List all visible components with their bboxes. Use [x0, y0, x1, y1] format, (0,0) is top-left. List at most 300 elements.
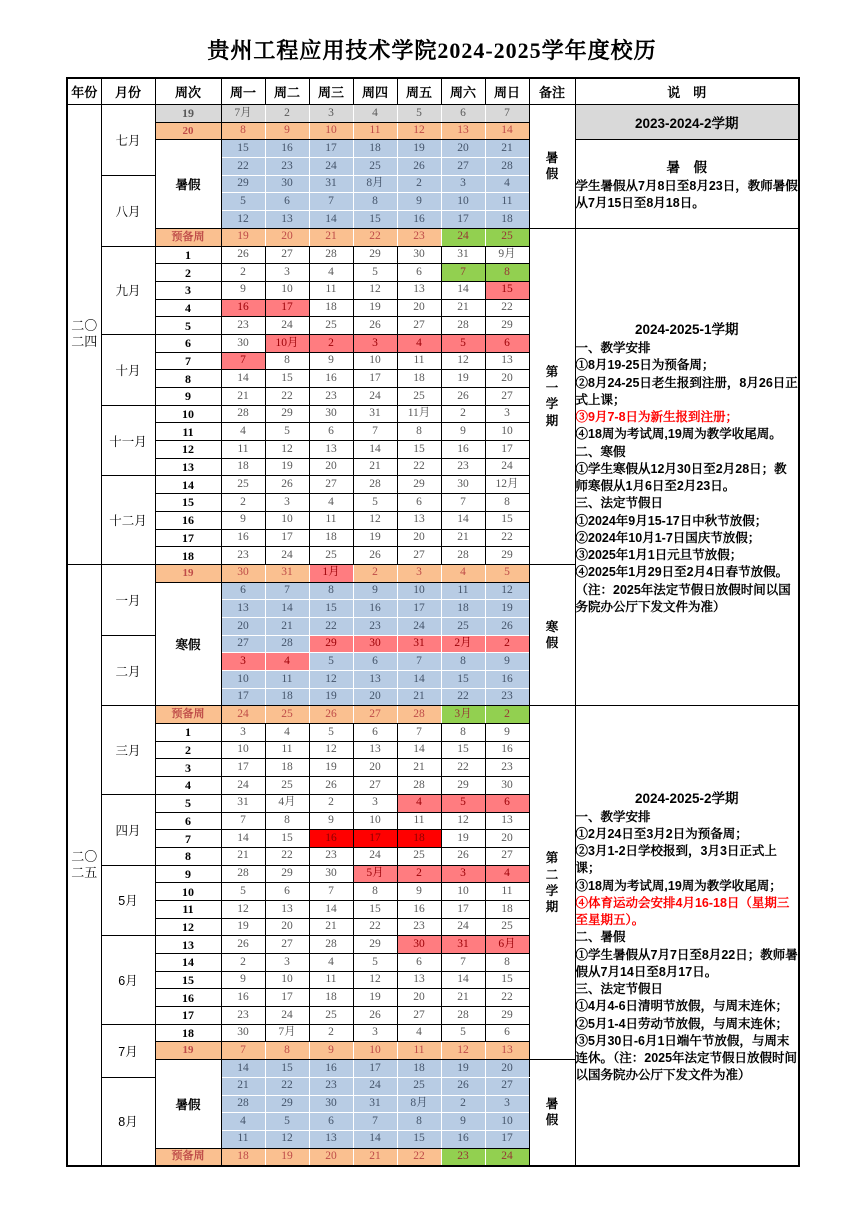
- day-cell: 31: [397, 635, 441, 653]
- day-cell: 13: [485, 352, 529, 370]
- day-cell: 8: [353, 193, 397, 211]
- day-cell: 10: [265, 971, 309, 989]
- day-cell: 2: [265, 105, 309, 123]
- day-cell: 3: [353, 794, 397, 812]
- day-cell: 14: [353, 441, 397, 459]
- note-cell: 寒 假: [529, 564, 575, 706]
- day-cell: 27: [353, 706, 397, 724]
- day-cell: 13: [397, 971, 441, 989]
- day-cell: 17: [397, 600, 441, 618]
- header-tuesday: 周二: [265, 78, 309, 105]
- day-cell: 7: [353, 1113, 397, 1131]
- week-cell: 预备周: [155, 706, 221, 724]
- week-cell: 13: [155, 458, 221, 476]
- day-cell: 25: [309, 547, 353, 565]
- day-cell: 15: [353, 900, 397, 918]
- day-cell: 7: [441, 494, 485, 512]
- note-cell: 暑 假: [529, 1060, 575, 1166]
- day-cell: 27: [397, 547, 441, 565]
- day-cell: 25: [397, 847, 441, 865]
- day-cell: 13: [485, 812, 529, 830]
- day-cell: 23: [265, 158, 309, 176]
- day-cell: 6月: [485, 936, 529, 954]
- week-cell: 5: [155, 794, 221, 812]
- day-cell: 4: [309, 494, 353, 512]
- day-cell: 9月: [485, 246, 529, 264]
- month-cell: 5月: [101, 865, 155, 936]
- day-cell: 31: [441, 246, 485, 264]
- week-cell: 3: [155, 281, 221, 299]
- week-cell: 15: [155, 494, 221, 512]
- day-cell: 21: [397, 688, 441, 706]
- day-cell: 7: [309, 883, 353, 901]
- day-cell: 22: [397, 1148, 441, 1166]
- day-cell: 27: [353, 777, 397, 795]
- note-cell: 第 二 学 期: [529, 706, 575, 1060]
- day-cell: 2: [309, 1024, 353, 1042]
- day-cell: 18: [265, 759, 309, 777]
- day-cell: 9: [441, 423, 485, 441]
- month-cell: 九月: [101, 246, 155, 334]
- day-cell: 24: [485, 1148, 529, 1166]
- day-cell: 29: [353, 936, 397, 954]
- day-cell: 18: [309, 529, 353, 547]
- day-cell: 12: [485, 582, 529, 600]
- day-cell: 13: [397, 281, 441, 299]
- day-cell: 9: [353, 582, 397, 600]
- day-cell: 25: [485, 918, 529, 936]
- day-cell: 14: [221, 1060, 265, 1078]
- day-cell: 27: [309, 476, 353, 494]
- day-cell: 20: [485, 1060, 529, 1078]
- info-line: ③18周为考试周,19周为教学收尾周；: [575, 878, 782, 893]
- day-cell: 3: [441, 175, 485, 193]
- day-cell: 24: [441, 228, 485, 246]
- day-cell: 26: [441, 847, 485, 865]
- calendar-row: [67, 228, 799, 246]
- day-cell: 20: [397, 529, 441, 547]
- day-cell: 6: [353, 653, 397, 671]
- day-cell: 26: [485, 617, 529, 635]
- day-cell: 22: [441, 759, 485, 777]
- week-cell: 14: [155, 476, 221, 494]
- day-cell: 2: [441, 1095, 485, 1113]
- month-cell: 十二月: [101, 476, 155, 564]
- day-cell: 31: [265, 564, 309, 582]
- day-cell: 10: [309, 122, 353, 140]
- day-cell: 6: [309, 1113, 353, 1131]
- day-cell: 16: [309, 370, 353, 388]
- day-cell: 5: [309, 724, 353, 742]
- header-month: 月份: [101, 78, 155, 105]
- header-friday: 周五: [397, 78, 441, 105]
- day-cell: 18: [353, 140, 397, 158]
- day-cell: 20: [353, 688, 397, 706]
- day-cell: 10: [221, 671, 265, 689]
- day-cell: 17: [265, 989, 309, 1007]
- week-cell: 4: [155, 777, 221, 795]
- day-cell: 7: [441, 264, 485, 282]
- vacation-week-cell: 寒假: [155, 582, 221, 706]
- day-cell: 15: [221, 140, 265, 158]
- day-cell: 23: [397, 228, 441, 246]
- info-line: ②5月1-4日劳动节放假，与周末连休；: [575, 1016, 789, 1031]
- day-cell: 21: [309, 918, 353, 936]
- day-cell: 2月: [441, 635, 485, 653]
- calendar-body: [67, 105, 799, 1166]
- day-cell: 22: [441, 688, 485, 706]
- day-cell: 24: [397, 617, 441, 635]
- day-cell: 29: [485, 1007, 529, 1025]
- day-cell: 28: [221, 865, 265, 883]
- day-cell: 13: [353, 741, 397, 759]
- day-cell: 27: [485, 847, 529, 865]
- day-cell: 22: [353, 228, 397, 246]
- day-cell: 5: [441, 334, 485, 352]
- day-cell: 8: [441, 653, 485, 671]
- week-cell: 16: [155, 511, 221, 529]
- week-cell: 18: [155, 1024, 221, 1042]
- day-cell: 27: [485, 388, 529, 406]
- day-cell: 2: [441, 405, 485, 423]
- day-cell: 21: [353, 458, 397, 476]
- week-cell: 20: [155, 122, 221, 140]
- day-cell: 26: [353, 1007, 397, 1025]
- day-cell: 25: [309, 317, 353, 335]
- info-line: ③5月30日-6月1日端午节放假，与周末连休。（注：2025年法定节假日放假时间以国务院办公厅下发文件为准）: [575, 1033, 798, 1083]
- day-cell: 19: [353, 529, 397, 547]
- day-cell: 2: [397, 175, 441, 193]
- day-cell: 15: [353, 211, 397, 229]
- day-cell: 19: [353, 299, 397, 317]
- day-cell: 25: [309, 1007, 353, 1025]
- day-cell: 15: [485, 511, 529, 529]
- day-cell: 15: [309, 600, 353, 618]
- day-cell: 22: [397, 458, 441, 476]
- day-cell: 9: [485, 653, 529, 671]
- day-cell: 5: [353, 954, 397, 972]
- day-cell: 14: [485, 122, 529, 140]
- month-cell: 十月: [101, 334, 155, 405]
- day-cell: 22: [221, 158, 265, 176]
- week-cell: 9: [155, 388, 221, 406]
- day-cell: 12: [353, 511, 397, 529]
- day-cell: 3: [485, 405, 529, 423]
- day-cell: 25: [397, 388, 441, 406]
- day-cell: 12月: [485, 476, 529, 494]
- info-line: ②2024年10月1-7日国庆节放假；: [575, 530, 761, 545]
- day-cell: 16: [397, 211, 441, 229]
- calendar-row: [67, 105, 799, 123]
- day-cell: 13: [485, 1042, 529, 1060]
- day-cell: 28: [485, 158, 529, 176]
- info-line: ④18周为考试周,19周为教学收尾周。: [575, 427, 782, 442]
- day-cell: 11: [221, 1130, 265, 1148]
- day-cell: 4: [309, 264, 353, 282]
- day-cell: 5: [221, 883, 265, 901]
- day-cell: 10月: [265, 334, 309, 352]
- day-cell: 22: [485, 529, 529, 547]
- day-cell: 23: [221, 317, 265, 335]
- day-cell: 20: [485, 370, 529, 388]
- day-cell: 27: [485, 1077, 529, 1095]
- month-cell: 十一月: [101, 405, 155, 476]
- day-cell: 12: [441, 352, 485, 370]
- day-cell: 21: [441, 299, 485, 317]
- day-cell: 24: [485, 458, 529, 476]
- day-cell: 25: [353, 158, 397, 176]
- day-cell: 1月: [309, 564, 353, 582]
- day-cell: 10: [265, 281, 309, 299]
- day-cell: 23: [485, 759, 529, 777]
- day-cell: 9: [309, 352, 353, 370]
- day-cell: 9: [221, 511, 265, 529]
- day-cell: 19: [221, 918, 265, 936]
- day-cell: 6: [353, 724, 397, 742]
- day-cell: 17: [353, 1060, 397, 1078]
- day-cell: 15: [265, 830, 309, 848]
- day-cell: 16: [265, 140, 309, 158]
- week-cell: 8: [155, 847, 221, 865]
- day-cell: 16: [309, 1060, 353, 1078]
- day-cell: 6: [397, 954, 441, 972]
- info-line: ①2024年9月15-17日中秋节放假；: [575, 513, 768, 528]
- day-cell: 8: [397, 1113, 441, 1131]
- week-cell: 12: [155, 918, 221, 936]
- week-cell: 2: [155, 264, 221, 282]
- day-cell: 3: [265, 954, 309, 972]
- day-cell: 11: [397, 1042, 441, 1060]
- info-line: ②3月1-2日学校报到，3月3日正式上课；: [575, 844, 777, 876]
- header-row: [67, 78, 799, 105]
- day-cell: 9: [309, 1042, 353, 1060]
- day-cell: 20: [309, 1148, 353, 1166]
- day-cell: 22: [265, 388, 309, 406]
- day-cell: 19: [265, 458, 309, 476]
- day-cell: 3: [353, 334, 397, 352]
- day-cell: 6: [397, 494, 441, 512]
- info-line: 三、法定节假日: [575, 982, 664, 997]
- info-line: 一、教学安排: [575, 809, 651, 824]
- day-cell: 26: [397, 158, 441, 176]
- day-cell: 5: [441, 794, 485, 812]
- month-cell: 一月: [101, 564, 155, 635]
- day-cell: 10: [441, 193, 485, 211]
- day-cell: 25: [221, 476, 265, 494]
- day-cell: 3: [441, 865, 485, 883]
- day-cell: 24: [221, 777, 265, 795]
- day-cell: 19: [265, 1148, 309, 1166]
- day-cell: 28: [309, 936, 353, 954]
- day-cell: 20: [221, 617, 265, 635]
- day-cell: 5月: [353, 865, 397, 883]
- day-cell: 26: [221, 936, 265, 954]
- info-line: ④体育运动会安排4月16-18日（星期三至星期五）。: [575, 895, 790, 928]
- day-cell: 13: [265, 900, 309, 918]
- week-cell: 预备周: [155, 228, 221, 246]
- day-cell: 10: [441, 883, 485, 901]
- day-cell: 26: [441, 388, 485, 406]
- day-cell: 20: [265, 918, 309, 936]
- day-cell: 26: [353, 547, 397, 565]
- header-info: 说 明: [575, 78, 799, 105]
- day-cell: 8: [441, 724, 485, 742]
- day-cell: 15: [265, 1060, 309, 1078]
- day-cell: 8: [221, 122, 265, 140]
- day-cell: 4月: [265, 794, 309, 812]
- day-cell: 3: [309, 105, 353, 123]
- day-cell: 23: [221, 547, 265, 565]
- day-cell: 7: [485, 105, 529, 123]
- day-cell: 23: [441, 1148, 485, 1166]
- day-cell: 15: [485, 971, 529, 989]
- day-cell: 21: [441, 529, 485, 547]
- day-cell: 10: [485, 423, 529, 441]
- day-cell: 25: [265, 777, 309, 795]
- day-cell: 12: [441, 812, 485, 830]
- day-cell: 14: [441, 281, 485, 299]
- day-cell: 17: [221, 688, 265, 706]
- day-cell: 21: [397, 759, 441, 777]
- header-saturday: 周六: [441, 78, 485, 105]
- day-cell: 29: [265, 865, 309, 883]
- day-cell: 22: [265, 847, 309, 865]
- day-cell: 20: [397, 989, 441, 1007]
- info-cell: [575, 706, 799, 1166]
- week-cell: 19: [155, 1042, 221, 1060]
- day-cell: 16: [441, 1130, 485, 1148]
- note-cell: 第 一 学 期: [529, 228, 575, 564]
- day-cell: 9: [485, 724, 529, 742]
- info-line: ①8月19-25日为预备周；: [575, 358, 715, 373]
- info-line: 二、寒假: [575, 444, 626, 459]
- info-line: ①学生寒假从12月30日至2月28日；教师寒假从1月6日至2月23日。: [575, 461, 787, 494]
- day-cell: 5: [353, 494, 397, 512]
- day-cell: 12: [221, 900, 265, 918]
- week-cell: 3: [155, 759, 221, 777]
- day-cell: 5: [221, 193, 265, 211]
- day-cell: 30: [221, 564, 265, 582]
- header-week: 周次: [155, 78, 221, 105]
- day-cell: 4: [265, 724, 309, 742]
- day-cell: 8: [353, 883, 397, 901]
- day-cell: 12: [309, 671, 353, 689]
- day-cell: 19: [397, 140, 441, 158]
- day-cell: 11: [353, 122, 397, 140]
- info-line: ④2025年1月29日至2月4日春节放假。（注：2025年法定节假日放假时间以国务院办公厅下发文件为准）: [575, 565, 791, 614]
- day-cell: 20: [397, 299, 441, 317]
- day-cell: 18: [485, 211, 529, 229]
- day-cell: 23: [309, 1077, 353, 1095]
- day-cell: 23: [309, 847, 353, 865]
- header-wednesday: 周三: [309, 78, 353, 105]
- day-cell: 2: [485, 635, 529, 653]
- day-cell: 4: [441, 564, 485, 582]
- day-cell: 13: [441, 122, 485, 140]
- day-cell: 25: [397, 1077, 441, 1095]
- month-cell: 二月: [101, 635, 155, 706]
- week-cell: 预备周: [155, 1148, 221, 1166]
- day-cell: 20: [265, 228, 309, 246]
- day-cell: 3: [265, 264, 309, 282]
- day-cell: 12: [397, 122, 441, 140]
- day-cell: 10: [353, 812, 397, 830]
- day-cell: 4: [309, 954, 353, 972]
- week-cell: 6: [155, 812, 221, 830]
- info-line: ①学生暑假从7月7日至8月22日；教师暑假从7月14日至8月17日。: [575, 947, 798, 979]
- day-cell: 19: [441, 1060, 485, 1078]
- day-cell: 4: [397, 1024, 441, 1042]
- month-cell: 7月: [101, 1024, 155, 1077]
- day-cell: 18: [397, 370, 441, 388]
- day-cell: 30: [485, 777, 529, 795]
- day-cell: 29: [353, 246, 397, 264]
- day-cell: 8: [265, 1042, 309, 1060]
- day-cell: 26: [221, 246, 265, 264]
- day-cell: 15: [397, 1130, 441, 1148]
- day-cell: 29: [221, 175, 265, 193]
- day-cell: 5: [265, 1113, 309, 1131]
- day-cell: 14: [441, 511, 485, 529]
- day-cell: 5: [397, 105, 441, 123]
- day-cell: 27: [397, 1007, 441, 1025]
- day-cell: 17: [309, 140, 353, 158]
- vacation-week-cell: 暑假: [155, 140, 221, 228]
- day-cell: 22: [309, 617, 353, 635]
- day-cell: 17: [485, 1130, 529, 1148]
- info-line: ②8月24-25日老生报到注册，8月26日正式上课；: [575, 375, 798, 407]
- week-cell: 1: [155, 724, 221, 742]
- day-cell: 18: [221, 458, 265, 476]
- day-cell: 20: [441, 140, 485, 158]
- info-line: 二、暑假: [575, 930, 626, 945]
- day-cell: 11: [441, 582, 485, 600]
- day-cell: 7月: [265, 1024, 309, 1042]
- day-cell: 10: [353, 1042, 397, 1060]
- day-cell: 12: [221, 211, 265, 229]
- day-cell: 18: [265, 688, 309, 706]
- week-cell: 6: [155, 334, 221, 352]
- month-cell: 8月: [101, 1077, 155, 1165]
- info-cell: [575, 228, 799, 706]
- day-cell: 9: [441, 1113, 485, 1131]
- day-cell: 22: [485, 989, 529, 1007]
- day-cell: 7月: [221, 105, 265, 123]
- day-cell: 3: [265, 494, 309, 512]
- day-cell: 23: [441, 458, 485, 476]
- day-cell: 30: [221, 334, 265, 352]
- header-note: 备注: [529, 78, 575, 105]
- day-cell: 17: [221, 759, 265, 777]
- day-cell: 14: [221, 830, 265, 848]
- header-thursday: 周四: [353, 78, 397, 105]
- day-cell: 14: [309, 900, 353, 918]
- week-cell: 12: [155, 441, 221, 459]
- day-cell: 18: [309, 989, 353, 1007]
- day-cell: 7: [441, 954, 485, 972]
- day-cell: 11: [221, 441, 265, 459]
- day-cell: 25: [441, 617, 485, 635]
- day-cell: 16: [441, 441, 485, 459]
- day-cell: 28: [221, 405, 265, 423]
- day-cell: 8月: [397, 1095, 441, 1113]
- day-cell: 26: [353, 317, 397, 335]
- day-cell: 29: [397, 476, 441, 494]
- note-cell: 暑 假: [529, 105, 575, 229]
- day-cell: 16: [309, 830, 353, 848]
- day-cell: 6: [265, 193, 309, 211]
- day-cell: 8: [485, 264, 529, 282]
